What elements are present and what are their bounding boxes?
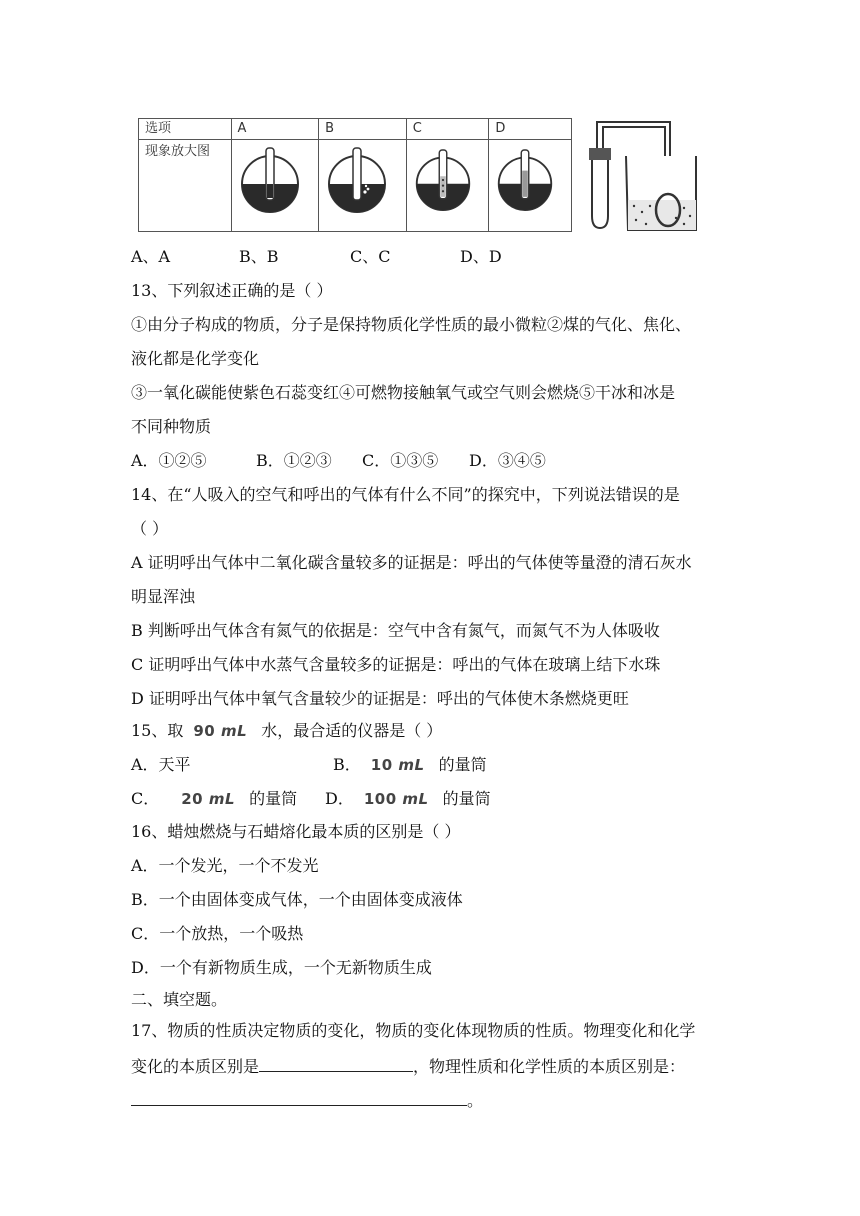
q15-option-a: A．天平 bbox=[131, 755, 191, 774]
q12-option-b: B、B bbox=[239, 247, 279, 266]
q13-body-line: 液化都是化学变化 bbox=[131, 349, 260, 368]
section-heading: 二、填空题。 bbox=[131, 990, 228, 1009]
q16-stem: 16、蜡烛燃烧与石蜡熔化最本质的区别是（ ） bbox=[131, 822, 461, 841]
q14-option-line: C 证明呼出气体中水蒸气含量较多的证据是：呼出的气体在玻璃上结下水珠 bbox=[131, 655, 661, 674]
q13-body-line: ①由分子构成的物质，分子是保持物质化学性质的最小微粒②煤的气化、焦化、 bbox=[131, 315, 692, 334]
figure-c-cell bbox=[406, 140, 489, 232]
q16-option-d: D．一个有新物质生成，一个无新物质生成 bbox=[131, 958, 432, 977]
volume-10ml: 10 mL bbox=[370, 756, 425, 774]
column-c-label: C bbox=[406, 119, 489, 140]
test-tube-in-water-b-icon bbox=[325, 140, 389, 220]
q13-body-line: 不同种物质 bbox=[131, 417, 212, 436]
q16-option-c: C．一个放热，一个吸热 bbox=[131, 924, 304, 943]
q13-option-b: B．①②③ bbox=[256, 451, 332, 470]
volume-90ml: 90 mL bbox=[193, 722, 248, 740]
q13-body-line: ③一氧化碳能使紫色石蕊变红④可燃物接触氧气或空气则会燃烧⑤干冰和冰是 bbox=[131, 383, 676, 402]
q14-stem: 14、在“人吸入的空气和呼出的气体有什么不同”的探究中，下列说法错误的是 bbox=[131, 485, 680, 504]
q14-option-line: B 判断呼出气体含有氮气的依据是：空气中含有氮气，而氮气不为人体吸收 bbox=[131, 621, 660, 640]
header-label: 选项 bbox=[139, 119, 232, 140]
q17-line: 17、物质的性质决定物质的变化，物质的变化体现物质的性质。物理变化和化学 bbox=[131, 1021, 696, 1040]
q13-option-a: A．①②⑤ bbox=[131, 451, 207, 470]
column-d-label: D bbox=[489, 119, 572, 140]
q16-option-b: B．一个由固体变成气体，一个由固体变成液体 bbox=[131, 890, 463, 909]
q15-option-c: C． 20 mL 的量筒 bbox=[131, 789, 298, 808]
column-a-label: A bbox=[231, 119, 319, 140]
phenomenon-figure-table bbox=[138, 118, 572, 232]
test-tube-in-water-a-icon bbox=[238, 140, 302, 220]
q16-option-a: A．一个发光，一个不发光 bbox=[131, 856, 319, 875]
volume-100ml: 100 mL bbox=[363, 790, 429, 808]
test-tube-in-water-c-icon bbox=[413, 140, 473, 220]
q15-option-d: D． 100 mL 的量筒 bbox=[325, 789, 491, 808]
q14-option-line: D 证明呼出气体中氧气含量较少的证据是：呼出的气体使木条燃烧更旺 bbox=[131, 689, 629, 708]
test-tube-in-water-d-icon bbox=[495, 140, 555, 220]
q15-stem: 15、取 90 mL 水，最合适的仪器是（ ） bbox=[131, 721, 443, 740]
q13-option-c: C．①③⑤ bbox=[362, 451, 439, 470]
q12-option-d: D、D bbox=[460, 247, 502, 266]
figure-d-cell bbox=[489, 140, 572, 232]
q17-line: 变化的本质区别是 ，物理性质和化学性质的本质区别是： bbox=[131, 1057, 686, 1076]
column-b-label: B bbox=[319, 119, 407, 140]
gas-collection-apparatus-icon bbox=[588, 118, 698, 234]
figure-b-cell bbox=[319, 140, 407, 232]
volume-20ml: 20 mL bbox=[181, 790, 236, 808]
q14-stem-paren: （ ） bbox=[131, 519, 169, 538]
q12-option-c: C、C bbox=[350, 247, 391, 266]
q15-option-b: B． 10 mL 的量筒 bbox=[333, 755, 487, 774]
q14-option-line: 明显浑浊 bbox=[131, 587, 196, 606]
q12-option-a: A、A bbox=[131, 247, 171, 266]
row-label: 现象放大图 bbox=[139, 140, 232, 232]
q13-option-d: D．③④⑤ bbox=[469, 451, 546, 470]
figure-a-cell bbox=[231, 140, 319, 232]
answer-blank[interactable] bbox=[259, 1055, 413, 1072]
q14-option-line: A 证明呼出气体中二氧化碳含量较多的证据是：呼出的气体使等量澄的清石灰水 bbox=[131, 553, 692, 572]
q17-line: 。 bbox=[131, 1089, 483, 1111]
answer-blank[interactable] bbox=[131, 1089, 467, 1106]
q13-stem: 13、下列叙述正确的是（ ） bbox=[131, 281, 333, 300]
